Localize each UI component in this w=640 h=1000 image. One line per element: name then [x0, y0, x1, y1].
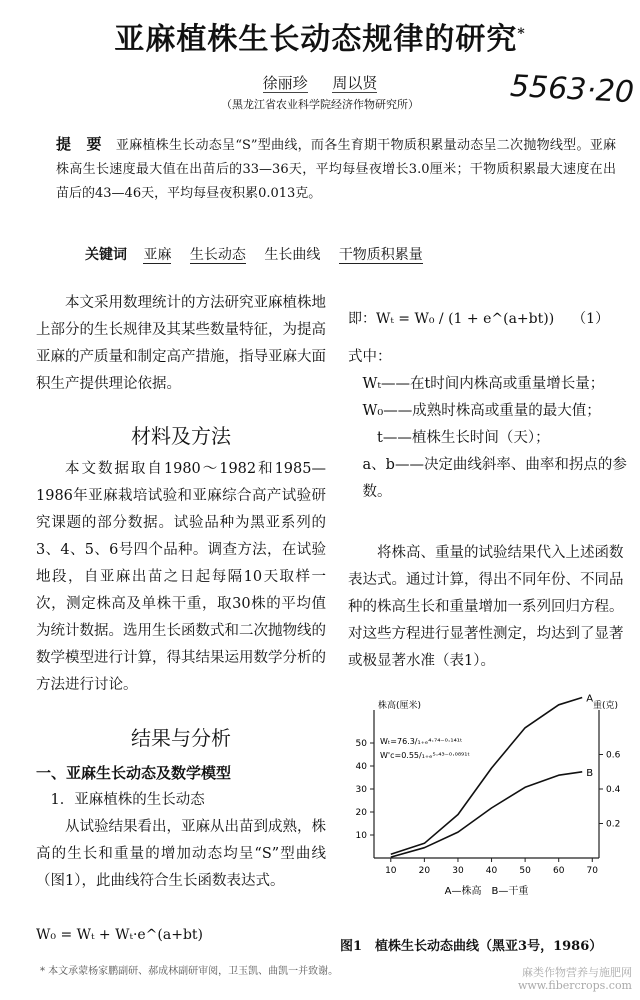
footnote: * 本文承蒙杨家鹏副研、郝成林副研审阅，卫玉凯、曲凯一并致谢。: [40, 966, 339, 977]
watermark-line-2: www.fibercrops.com: [517, 979, 632, 992]
author-1: 徐丽珍: [262, 74, 308, 92]
section-results-heading: 结果与分析: [131, 726, 231, 750]
handwritten-note: 5563·20: [509, 68, 635, 111]
intro-paragraph: 本文采用数理统计的方法研究亚麻植株地上部分的生长规律及其某些数量特征，为提高亚麻的产质量和制定高产措施，指导亚麻大面积生产提供理论依据。: [36, 295, 326, 392]
keyword-1: 亚麻: [143, 247, 172, 263]
section-methods-heading: 材料及方法: [131, 424, 231, 448]
x-tick-label: 10: [385, 866, 397, 876]
keyword-2: 生长动态: [189, 247, 246, 263]
y-left-tick-label: 40: [355, 762, 367, 772]
series-b-label: B: [586, 767, 594, 779]
watermark: [518, 966, 632, 992]
author-2: 周以贤: [332, 74, 378, 92]
definition-1: Wₜ——在t时间内株高或重量增长量；: [362, 376, 605, 392]
methods-paragraph: 本文数据取自1980～1982和1985—1986年亚麻栽培试验和亚麻综合高产试验研究课题的部分数据。试验品种为黑亚系列的3、4、5、6号四个品种。调查方法，在试验地段，自亚麻出苗之日起每隔10天取样一次，测定株高及单株干重，取30株的平均值为统计数据。选用生长函数式和二次抛物线的数学模型进行计算，得其结果运用数学分析的方法进行讨论。: [36, 461, 326, 693]
affiliation: （黑龙江省农业科学院经济作物研究所）: [221, 98, 419, 111]
y-left-tick-label: 10: [355, 831, 367, 841]
paper-title: 亚麻植株生长动态规律的研究*: [114, 22, 526, 57]
x-tick-label: 30: [452, 866, 464, 876]
x-tick-label: 50: [519, 866, 531, 876]
growth-chart: [334, 690, 634, 930]
where-label: 式中：: [348, 349, 392, 365]
x-tick-label: 60: [552, 866, 565, 876]
keyword-3: 生长曲线: [264, 247, 321, 263]
formula-right: 即：Wₜ = W₀ / (1 + e^(a+bt)) （1）: [348, 311, 610, 327]
keywords-label: 关键词: [85, 247, 127, 263]
definition-2: W₀——成熟时株高或重量的最大值；: [362, 403, 601, 419]
figure-caption: 图1 植株生长动态曲线（黑亚3号，1986）: [340, 939, 603, 954]
right-paragraph: 将株高、重量的试验结果代入上述函数表达式。通过计算，得出不同年份、不同品种的株高生长和重量增加一系列回归方程。对这些方程进行显著性测定，均达到了显著或极显著水准（表1）。: [348, 545, 624, 669]
y-right-tick-label: 0.4: [606, 785, 621, 795]
x-tick-label: 70: [586, 866, 599, 876]
x-label: A—株高 B—干重: [444, 886, 529, 897]
watermark-line-1: 麻类作物营养与施肥网: [522, 966, 632, 979]
formula-left: W₀ = Wₜ + Wₜ·e^(a+bt): [36, 927, 204, 943]
definition-4: a、b——决定曲线斜率、曲率和拐点的参数。: [362, 457, 627, 500]
equation-a: Wₜ=76.3/₁₊ₑ⁴·⁷⁴⁻⁰·¹⁴¹ᵗ: [380, 737, 463, 746]
x-tick-label: 40: [485, 866, 498, 876]
series-a-label: A: [586, 693, 594, 705]
abstract-label: 提 要: [56, 135, 102, 153]
abstract-text: 亚麻植株生长动态呈“S”型曲线，而各生育期干物质积累量动态呈二次抛物线型。亚麻株高生长速度最大值在出苗后的33—36天，平均每昼夜增长3.0厘米；干物质积累最大速度在出苗后的43—46天，平均每昼夜积累0.013克。: [56, 138, 616, 201]
equation-b: W'c=0.55/₁₊ₑ⁵·⁴³⁻⁰·⁰⁸⁹¹ᵗ: [380, 751, 470, 760]
results-paragraph: 从试验结果看出，亚麻从出苗到成熟，株高的生长和重量的增加动态均呈“S”型曲线（图1），此曲线符合生长函数表达式。: [36, 819, 326, 889]
keyword-4: 干物质积累量: [338, 247, 423, 263]
y-left-tick-label: 30: [355, 785, 367, 795]
x-tick-label: 20: [418, 866, 431, 876]
definitions: [348, 344, 628, 506]
y-left-label: 株高(厘米): [378, 701, 422, 711]
abstract: [56, 132, 616, 206]
subsection-1-1-heading: 1．亚麻植株的生长动态: [50, 792, 205, 808]
series-a-line: [391, 698, 582, 855]
y-left-tick-label: 50: [355, 739, 367, 749]
y-right-tick-label: 0.6: [606, 750, 621, 761]
y-right-tick-label: 0.2: [606, 819, 621, 830]
subsection-1-heading: 一、亚麻生长动态及数学模型: [36, 764, 232, 782]
definition-3: t——植株生长时间（天）；: [377, 430, 550, 446]
y-left-tick-label: 20: [355, 808, 367, 818]
keywords: [85, 244, 437, 264]
y-right-label: 重(克): [593, 701, 619, 711]
